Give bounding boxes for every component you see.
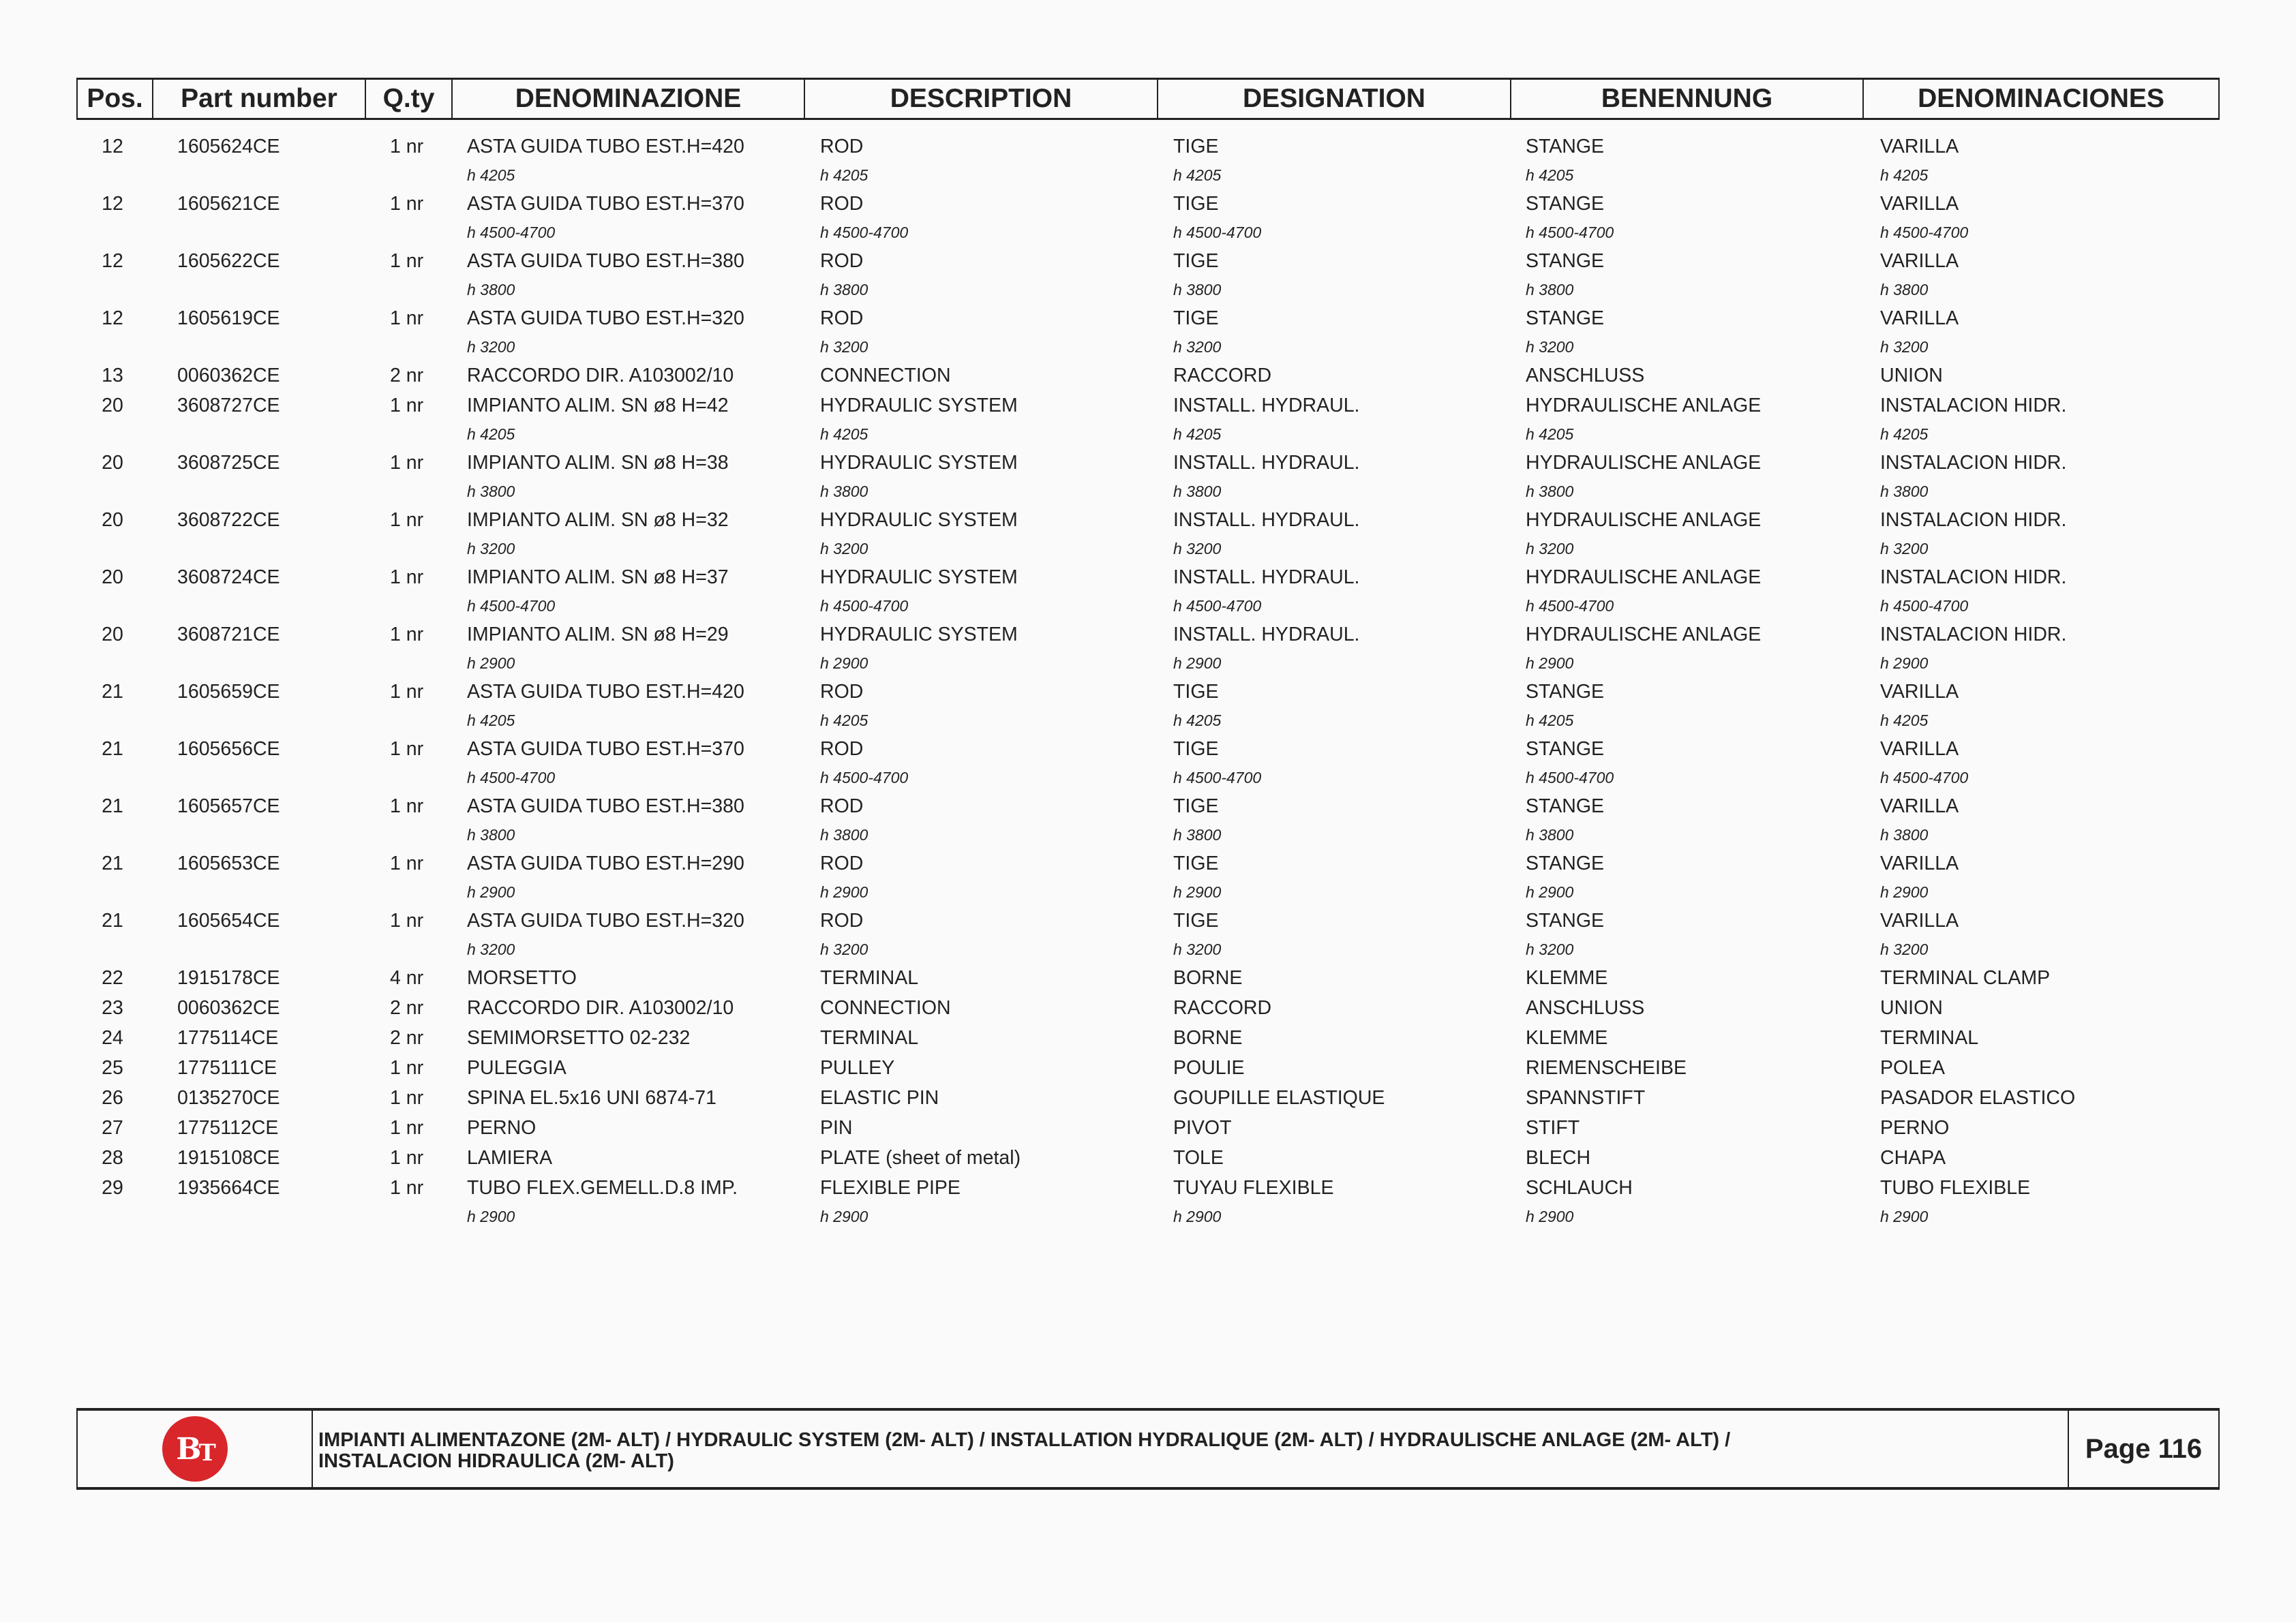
pos-cell: 28 (102, 1147, 123, 1169)
designation-cell: BORNE (1173, 967, 1243, 989)
pos-cell: 27 (102, 1117, 123, 1139)
height-note: h 2900 (467, 1208, 515, 1225)
header-description: DESCRIPTION (805, 80, 1158, 118)
height-note: h 2900 (820, 1208, 868, 1225)
designation-cell: BORNE (1173, 1027, 1243, 1049)
designation-cell: INSTALL. HYDRAUL. (1173, 624, 1360, 645)
denominazione-cell: ASTA GUIDA TUBO EST.H=290 (467, 853, 744, 874)
height-note: h 4205 (1880, 711, 1929, 729)
pos-cell: 21 (102, 910, 123, 932)
table-row (0, 906, 2296, 963)
table-row (0, 361, 2296, 391)
benennung-cell: STANGE (1526, 307, 1605, 329)
benennung-cell: BLECH (1526, 1147, 1591, 1169)
denominaciones-cell: PERNO (1880, 1117, 1950, 1139)
qty-cell: 1 nr (390, 853, 424, 874)
benennung-cell: KLEMME (1526, 1027, 1608, 1049)
designation-cell: TUYAU FLEXIBLE (1173, 1177, 1334, 1199)
description-cell: ROD (820, 853, 864, 874)
pos-cell: 12 (102, 193, 123, 215)
table-row (0, 132, 2296, 189)
height-note: h 2900 (1526, 654, 1574, 672)
part-number-cell: 1915108CE (177, 1147, 280, 1169)
height-note: h 3200 (820, 940, 868, 958)
height-note: h 3200 (820, 338, 868, 356)
benennung-cell: SPANNSTIFT (1526, 1087, 1646, 1109)
designation-cell: TIGE (1173, 307, 1219, 329)
denominaciones-cell: PASADOR ELASTICO (1880, 1087, 2076, 1109)
part-number-cell: 1605621CE (177, 193, 280, 215)
designation-cell: INSTALL. HYDRAUL. (1173, 509, 1360, 531)
height-note: h 2900 (1173, 654, 1222, 672)
pos-cell: 21 (102, 681, 123, 703)
header-benennung: BENENNUNG (1511, 80, 1864, 118)
denominaciones-cell: VARILLA (1880, 853, 1959, 874)
benennung-cell: STANGE (1526, 795, 1605, 817)
description-cell: ROD (820, 193, 864, 215)
part-number-cell: 0135270CE (177, 1087, 280, 1109)
designation-cell: TIGE (1173, 681, 1219, 703)
qty-cell: 4 nr (390, 967, 424, 989)
height-note: h 4205 (1880, 166, 1929, 184)
height-note: h 2900 (1526, 883, 1574, 901)
height-note: h 4500-4700 (1526, 597, 1614, 615)
height-note: h 2900 (1526, 1208, 1574, 1225)
table-row (0, 791, 2296, 848)
qty-cell: 1 nr (390, 566, 424, 588)
benennung-cell: STANGE (1526, 738, 1605, 760)
qty-cell: 1 nr (390, 1057, 424, 1079)
denominaciones-cell: VARILLA (1880, 681, 1959, 703)
denominazione-cell: PULEGGIA (467, 1057, 567, 1079)
page-number: Page 116 (2085, 1433, 2203, 1464)
qty-cell: 1 nr (390, 136, 424, 157)
denominaciones-cell: INSTALACION HIDR. (1880, 395, 2067, 416)
denominazione-cell: IMPIANTO ALIM. SN ø8 H=38 (467, 452, 729, 474)
table-row (0, 619, 2296, 677)
height-note: h 3800 (1173, 826, 1222, 844)
part-number-cell: 3608724CE (177, 566, 280, 588)
benennung-cell: STANGE (1526, 193, 1605, 215)
pos-cell: 24 (102, 1027, 123, 1049)
height-note: h 4500-4700 (820, 224, 909, 241)
header-pos: Pos. (78, 80, 153, 118)
denominaciones-cell: POLEA (1880, 1057, 1946, 1079)
table-row (0, 303, 2296, 361)
table-row (0, 391, 2296, 448)
height-note: h 3800 (820, 281, 868, 299)
pos-cell: 20 (102, 566, 123, 588)
denominaciones-cell: VARILLA (1880, 910, 1959, 932)
height-note: h 4500-4700 (1526, 224, 1614, 241)
pos-cell: 12 (102, 307, 123, 329)
height-note: h 3200 (1526, 940, 1574, 958)
qty-cell: 2 nr (390, 365, 424, 386)
designation-cell: RACCORD (1173, 997, 1272, 1019)
description-cell: CONNECTION (820, 997, 951, 1019)
height-note: h 4205 (1526, 711, 1574, 729)
height-note: h 3800 (1880, 281, 1929, 299)
table-row (0, 1023, 2296, 1053)
height-note: h 2900 (1880, 883, 1929, 901)
part-number-cell: 1605654CE (177, 910, 280, 932)
qty-cell: 2 nr (390, 1027, 424, 1049)
denominaciones-cell: TERMINAL CLAMP (1880, 967, 2051, 989)
description-cell: ROD (820, 250, 864, 272)
denominaciones-cell: VARILLA (1880, 738, 1959, 760)
height-note: h 4500-4700 (467, 224, 556, 241)
height-note: h 4500-4700 (1173, 769, 1262, 786)
table-row (0, 1053, 2296, 1083)
height-note: h 4205 (1526, 425, 1574, 443)
denominazione-cell: TUBO FLEX.GEMELL.D.8 IMP. (467, 1177, 738, 1199)
qty-cell: 1 nr (390, 452, 424, 474)
height-note: h 3200 (1526, 540, 1574, 557)
table-row (0, 1113, 2296, 1143)
designation-cell: INSTALL. HYDRAUL. (1173, 566, 1360, 588)
page-footer (76, 1408, 2220, 1490)
height-note: h 2900 (467, 883, 515, 901)
height-note: h 3800 (467, 826, 515, 844)
height-note: h 4500-4700 (1526, 769, 1614, 786)
pos-cell: 20 (102, 509, 123, 531)
table-row (0, 1083, 2296, 1113)
denominaciones-cell: UNION (1880, 365, 1943, 386)
table-row (0, 963, 2296, 993)
benennung-cell: STANGE (1526, 136, 1605, 157)
part-number-cell: 1915178CE (177, 967, 280, 989)
qty-cell: 2 nr (390, 997, 424, 1019)
pos-cell: 29 (102, 1177, 123, 1199)
height-note: h 3800 (820, 826, 868, 844)
part-number-cell: 1935664CE (177, 1177, 280, 1199)
benennung-cell: SCHLAUCH (1526, 1177, 1633, 1199)
height-note: h 4205 (1526, 166, 1574, 184)
height-note: h 4500-4700 (467, 769, 556, 786)
designation-cell: RACCORD (1173, 365, 1272, 386)
qty-cell: 1 nr (390, 193, 424, 215)
part-number-cell: 1775111CE (177, 1057, 277, 1079)
denominazione-cell: ASTA GUIDA TUBO EST.H=370 (467, 193, 744, 215)
part-number-cell: 1605653CE (177, 853, 280, 874)
height-note: h 2900 (1173, 1208, 1222, 1225)
header-denominaciones: DENOMINACIONES (1918, 84, 2164, 113)
denominaciones-cell: TERMINAL (1880, 1027, 1979, 1049)
denominazione-cell: RACCORDO DIR. A103002/10 (467, 365, 734, 386)
section-title (313, 1411, 2069, 1487)
description-cell: HYDRAULIC SYSTEM (820, 452, 1018, 474)
description-cell: TERMINAL (820, 967, 919, 989)
benennung-cell: HYDRAULISCHE ANLAGE (1526, 624, 1762, 645)
height-note: h 3800 (1526, 826, 1574, 844)
height-note: h 4500-4700 (1880, 769, 1969, 786)
height-note: h 3800 (467, 281, 515, 299)
height-note: h 3200 (820, 540, 868, 557)
part-number-cell: 3608721CE (177, 624, 280, 645)
part-number-cell: 1605656CE (177, 738, 280, 760)
height-note: h 4205 (820, 711, 868, 729)
height-note: h 4205 (467, 711, 515, 729)
qty-cell: 1 nr (390, 681, 424, 703)
height-note: h 3200 (1880, 338, 1929, 356)
height-note: h 4205 (467, 425, 515, 443)
height-note: h 4500-4700 (1173, 597, 1262, 615)
designation-cell: TIGE (1173, 738, 1219, 760)
denominaciones-cell: CHAPA (1880, 1147, 1946, 1169)
description-cell: PULLEY (820, 1057, 895, 1079)
designation-cell: GOUPILLE ELASTIQUE (1173, 1087, 1385, 1109)
parts-table-body (0, 132, 2296, 1230)
qty-cell: 1 nr (390, 1147, 424, 1169)
designation-cell: TIGE (1173, 910, 1219, 932)
table-row (0, 1143, 2296, 1173)
table-row (0, 562, 2296, 619)
height-note: h 3200 (1526, 338, 1574, 356)
benennung-cell: RIEMENSCHEIBE (1526, 1057, 1687, 1079)
height-note: h 3800 (1880, 826, 1929, 844)
qty-cell: 1 nr (390, 307, 424, 329)
pos-cell: 21 (102, 795, 123, 817)
header-designation: DESIGNATION (1158, 80, 1511, 118)
height-note: h 2900 (1173, 883, 1222, 901)
designation-cell: TOLE (1173, 1147, 1224, 1169)
height-note: h 4500-4700 (1880, 224, 1969, 241)
description-cell: HYDRAULIC SYSTEM (820, 624, 1018, 645)
table-row (0, 848, 2296, 906)
height-note: h 4205 (1173, 425, 1222, 443)
bt-logo-icon: B T (162, 1416, 228, 1482)
height-note: h 4205 (1173, 711, 1222, 729)
table-row (0, 993, 2296, 1023)
description-cell: ROD (820, 738, 864, 760)
denominazione-cell: ASTA GUIDA TUBO EST.H=380 (467, 795, 744, 817)
description-cell: TERMINAL (820, 1027, 919, 1049)
benennung-cell: HYDRAULISCHE ANLAGE (1526, 566, 1762, 588)
part-number-cell: 1775112CE (177, 1117, 279, 1139)
qty-cell: 1 nr (390, 738, 424, 760)
part-number-cell: 3608725CE (177, 452, 280, 474)
pos-cell: 22 (102, 967, 123, 989)
height-note: h 3800 (820, 483, 868, 500)
denominaciones-cell: UNION (1880, 997, 1943, 1019)
denominazione-cell: ASTA GUIDA TUBO EST.H=320 (467, 307, 744, 329)
height-note: h 3200 (467, 940, 515, 958)
denominaciones-cell: INSTALACION HIDR. (1880, 566, 2067, 588)
header-part-number: Part number (153, 80, 366, 118)
part-number-cell: 0060362CE (177, 997, 280, 1019)
benennung-cell: STANGE (1526, 250, 1605, 272)
benennung-cell: STANGE (1526, 681, 1605, 703)
height-note: h 3800 (1880, 483, 1929, 500)
description-cell: HYDRAULIC SYSTEM (820, 395, 1018, 416)
pos-cell: 20 (102, 452, 123, 474)
designation-cell: TIGE (1173, 136, 1219, 157)
height-note: h 4205 (467, 166, 515, 184)
description-cell: ROD (820, 795, 864, 817)
height-note: h 3800 (1173, 483, 1222, 500)
pos-cell: 20 (102, 624, 123, 645)
part-number-cell: 3608727CE (177, 395, 280, 416)
pos-cell: 21 (102, 738, 123, 760)
denominazione-cell: SPINA EL.5x16 UNI 6874-71 (467, 1087, 716, 1109)
denominaciones-cell: VARILLA (1880, 795, 1959, 817)
designation-cell: INSTALL. HYDRAUL. (1173, 395, 1360, 416)
description-cell: HYDRAULIC SYSTEM (820, 509, 1018, 531)
denominazione-cell: ASTA GUIDA TUBO EST.H=320 (467, 910, 744, 932)
designation-cell: PIVOT (1173, 1117, 1232, 1139)
height-note: h 3200 (1173, 338, 1222, 356)
designation-cell: TIGE (1173, 250, 1219, 272)
description-cell: ROD (820, 136, 864, 157)
designation-cell: POULIE (1173, 1057, 1245, 1079)
denominazione-cell: ASTA GUIDA TUBO EST.H=420 (467, 681, 744, 703)
denominaciones-cell: VARILLA (1880, 250, 1959, 272)
height-note: h 3200 (467, 338, 515, 356)
benennung-cell: STIFT (1526, 1117, 1580, 1139)
height-note: h 4205 (820, 425, 868, 443)
height-note: h 3800 (1173, 281, 1222, 299)
description-cell: CONNECTION (820, 365, 951, 386)
denominaciones-cell: TUBO FLEXIBLE (1880, 1177, 2031, 1199)
qty-cell: 1 nr (390, 1087, 424, 1109)
height-note: h 4500-4700 (1173, 224, 1262, 241)
part-number-cell: 1775114CE (177, 1027, 279, 1049)
denominazione-cell: LAMIERA (467, 1147, 553, 1169)
height-note: h 4500-4700 (467, 597, 556, 615)
table-row (0, 189, 2296, 246)
denominazione-cell: MORSETTO (467, 967, 577, 989)
denominaciones-cell: INSTALACION HIDR. (1880, 509, 2067, 531)
part-number-cell: 1605624CE (177, 136, 280, 157)
pos-cell: 25 (102, 1057, 123, 1079)
qty-cell: 1 nr (390, 1117, 424, 1139)
designation-cell: TIGE (1173, 795, 1219, 817)
denominaciones-cell: VARILLA (1880, 136, 1959, 157)
denominazione-cell: IMPIANTO ALIM. SN ø8 H=29 (467, 624, 729, 645)
table-row (0, 505, 2296, 562)
pos-cell: 23 (102, 997, 123, 1019)
benennung-cell: ANSCHLUSS (1526, 997, 1645, 1019)
description-cell: HYDRAULIC SYSTEM (820, 566, 1018, 588)
table-row (0, 448, 2296, 505)
qty-cell: 1 nr (390, 910, 424, 932)
denominazione-cell: PERNO (467, 1117, 537, 1139)
denominazione-cell: ASTA GUIDA TUBO EST.H=380 (467, 250, 744, 272)
height-note: h 2900 (1880, 654, 1929, 672)
height-note: h 3800 (1526, 483, 1574, 500)
height-note: h 4500-4700 (820, 769, 909, 786)
table-row (0, 734, 2296, 791)
pos-cell: 12 (102, 136, 123, 157)
denominazione-cell: IMPIANTO ALIM. SN ø8 H=37 (467, 566, 729, 588)
pos-cell: 26 (102, 1087, 123, 1109)
table-header (76, 78, 2220, 120)
height-note: h 4205 (820, 166, 868, 184)
benennung-cell: STANGE (1526, 853, 1605, 874)
denominaciones-cell: VARILLA (1880, 307, 1959, 329)
height-note: h 3800 (467, 483, 515, 500)
table-row (0, 1173, 2296, 1230)
denominaciones-cell: INSTALACION HIDR. (1880, 452, 2067, 474)
height-note: h 4205 (1173, 166, 1222, 184)
qty-cell: 1 nr (390, 250, 424, 272)
designation-cell: TIGE (1173, 193, 1219, 215)
part-number-cell: 3608722CE (177, 509, 280, 531)
benennung-cell: HYDRAULISCHE ANLAGE (1526, 509, 1762, 531)
qty-cell: 1 nr (390, 795, 424, 817)
height-note: h 3200 (1880, 540, 1929, 557)
part-number-cell: 0060362CE (177, 365, 280, 386)
denominaciones-cell: VARILLA (1880, 193, 1959, 215)
denominazione-cell: IMPIANTO ALIM. SN ø8 H=32 (467, 509, 729, 531)
description-cell: ELASTIC PIN (820, 1087, 939, 1109)
qty-cell: 1 nr (390, 1177, 424, 1199)
qty-cell: 1 nr (390, 624, 424, 645)
part-number-cell: 1605619CE (177, 307, 280, 329)
height-note: h 2900 (820, 883, 868, 901)
height-note: h 4500-4700 (820, 597, 909, 615)
height-note: h 3200 (1173, 540, 1222, 557)
section-title-line2: INSTALACION HIDRAULICA (2M- ALT) (318, 1450, 674, 1472)
height-note: h 3200 (1173, 940, 1222, 958)
denominazione-cell: ASTA GUIDA TUBO EST.H=420 (467, 136, 744, 157)
qty-cell: 1 nr (390, 509, 424, 531)
height-note: h 3200 (467, 540, 515, 557)
height-note: h 3200 (1880, 940, 1929, 958)
part-number-cell: 1605622CE (177, 250, 280, 272)
brand-logo (78, 1411, 313, 1487)
table-row (0, 246, 2296, 303)
description-cell: ROD (820, 910, 864, 932)
pos-cell: 21 (102, 853, 123, 874)
part-number-cell: 1605657CE (177, 795, 280, 817)
denominazione-cell: ASTA GUIDA TUBO EST.H=370 (467, 738, 744, 760)
denominazione-cell: RACCORDO DIR. A103002/10 (467, 997, 734, 1019)
denominazione-cell: SEMIMORSETTO 02-232 (467, 1027, 691, 1049)
designation-cell: INSTALL. HYDRAUL. (1173, 452, 1360, 474)
description-cell: ROD (820, 307, 864, 329)
pos-cell: 12 (102, 250, 123, 272)
denominazione-cell: IMPIANTO ALIM. SN ø8 H=42 (467, 395, 729, 416)
description-cell: ROD (820, 681, 864, 703)
qty-cell: 1 nr (390, 395, 424, 416)
description-cell: PLATE (sheet of metal) (820, 1147, 1021, 1169)
designation-cell: TIGE (1173, 853, 1219, 874)
description-cell: FLEXIBLE PIPE (820, 1177, 961, 1199)
part-number-cell: 1605659CE (177, 681, 280, 703)
benennung-cell: KLEMME (1526, 967, 1608, 989)
benennung-cell: ANSCHLUSS (1526, 365, 1645, 386)
height-note: h 4205 (1880, 425, 1929, 443)
denominaciones-cell: INSTALACION HIDR. (1880, 624, 2067, 645)
height-note: h 4500-4700 (1880, 597, 1969, 615)
pos-cell: 13 (102, 365, 123, 386)
height-note: h 2900 (820, 654, 868, 672)
height-note: h 2900 (467, 654, 515, 672)
description-cell: PIN (820, 1117, 853, 1139)
pos-cell: 20 (102, 395, 123, 416)
height-note: h 2900 (1880, 1208, 1929, 1225)
header-qty: Q.ty (366, 80, 453, 118)
height-note: h 3800 (1526, 281, 1574, 299)
header-denominazione: DENOMINAZIONE (453, 80, 805, 118)
benennung-cell: HYDRAULISCHE ANLAGE (1526, 452, 1762, 474)
table-row (0, 677, 2296, 734)
benennung-cell: HYDRAULISCHE ANLAGE (1526, 395, 1762, 416)
benennung-cell: STANGE (1526, 910, 1605, 932)
section-title-line1: IMPIANTI ALIMENTAZONE (2M- ALT) / HYDRAULIC SYSTEM (2M- ALT) / INSTALLATION HYDRALIQUE (2M- ALT) / HYDRAULISCHE ANLAGE (2M- ALT) / (318, 1429, 1731, 1451)
